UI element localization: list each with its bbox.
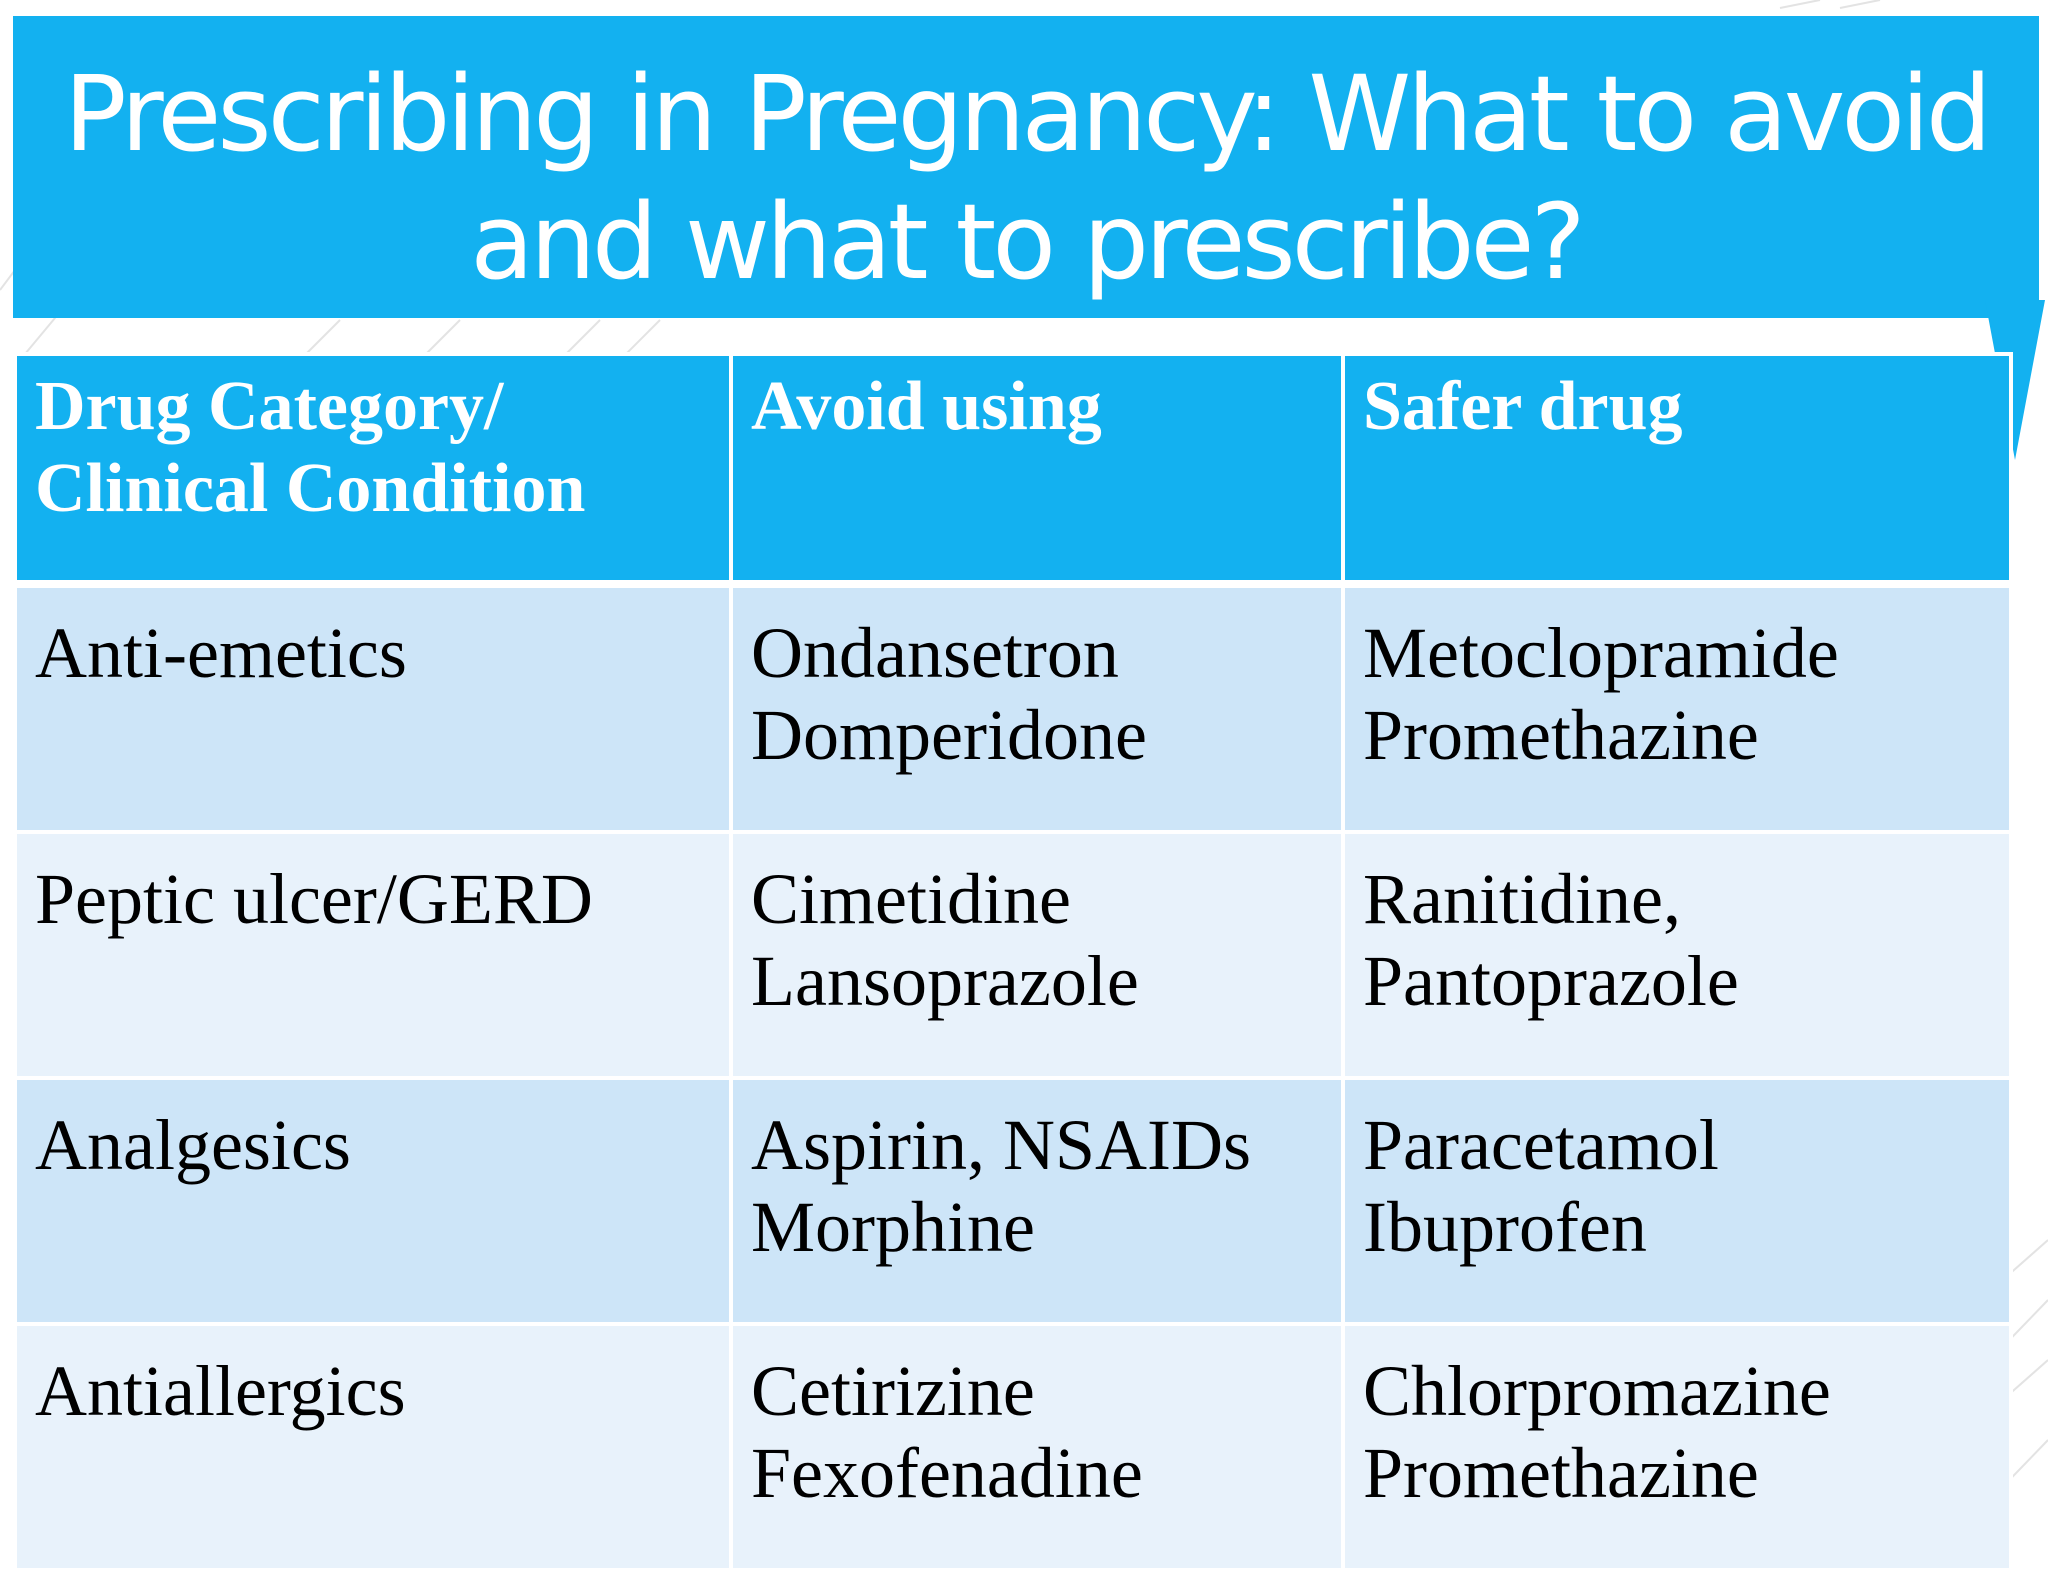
category-text: Peptic ulcer/GERD — [35, 859, 593, 939]
category-text: Antiallergics — [35, 1351, 406, 1431]
drug-name: Cimetidine — [751, 859, 1071, 939]
avoid-cell — [731, 584, 1343, 832]
safer-cell — [1343, 584, 2011, 832]
header-text: Clinical Condition — [35, 450, 586, 527]
drug-name: Lansoprazole — [751, 941, 1139, 1021]
drug-name: Cetirizine — [751, 1351, 1035, 1431]
avoid-cell — [731, 1324, 1343, 1570]
header-text: Drug Category/ — [35, 368, 504, 445]
table-row — [15, 1324, 2011, 1570]
safer-cell — [1343, 832, 2011, 1078]
avoid-cell — [731, 832, 1343, 1078]
category-text: Analgesics — [35, 1105, 351, 1185]
drug-name: Ondansetron — [751, 613, 1119, 693]
drug-name: Promethazine — [1363, 695, 1759, 775]
drug-name: Domperidone — [751, 695, 1147, 775]
header-text: Safer drug — [1363, 368, 1683, 445]
header-text: Avoid using — [751, 368, 1102, 445]
drug-name: Ibuprofen — [1363, 1187, 1647, 1267]
avoid-cell — [731, 1078, 1343, 1324]
drug-name: Metoclopramide — [1363, 613, 1839, 693]
safer-cell — [1343, 1324, 2011, 1570]
category-cell — [15, 1324, 731, 1570]
drug-name: Paracetamol — [1363, 1105, 1719, 1185]
drug-name: Ranitidine, — [1363, 859, 1681, 939]
drug-table — [13, 352, 2013, 1572]
drug-name: Chlorpromazine — [1363, 1351, 1831, 1431]
drug-name: Promethazine — [1363, 1433, 1759, 1513]
category-text: Anti-emetics — [35, 613, 407, 693]
drug-name: Aspirin, NSAIDs — [751, 1105, 1252, 1185]
table-row — [15, 584, 2011, 832]
header-drug-category — [15, 354, 731, 584]
title-line-1: Prescribing in Pregnancy: What to avoid — [64, 53, 1988, 175]
category-cell — [15, 832, 731, 1078]
page-title — [13, 50, 2039, 306]
title-line-2: and what to prescribe? — [470, 181, 1582, 303]
drug-name: Morphine — [751, 1187, 1035, 1267]
drug-name: Pantoprazole — [1363, 941, 1739, 1021]
header-avoid-using — [731, 354, 1343, 584]
category-cell — [15, 1078, 731, 1324]
table-row — [15, 832, 2011, 1078]
header-safer-drug — [1343, 354, 2011, 584]
safer-cell — [1343, 1078, 2011, 1324]
table-header-row — [15, 354, 2011, 584]
category-cell — [15, 584, 731, 832]
drug-name: Fexofenadine — [751, 1433, 1143, 1513]
table-row — [15, 1078, 2011, 1324]
